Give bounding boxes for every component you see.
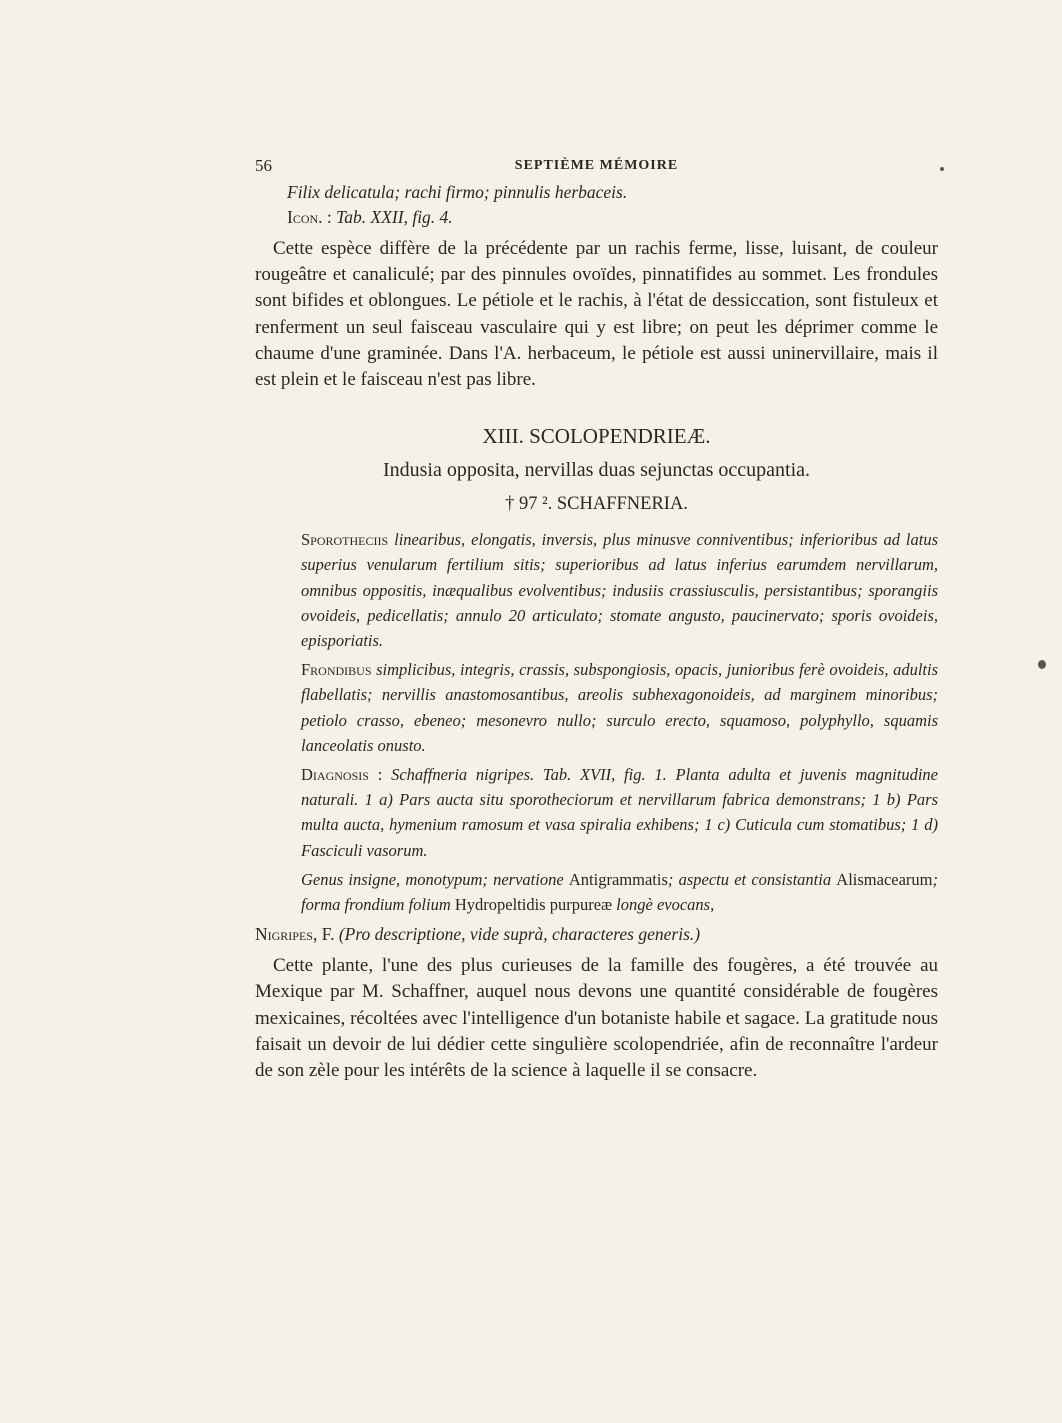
paragraph-plant-history: Cette plante, l'une des plus curieuses de la famille des fougères, a été trouvée au Mexique par M. Schaffner, auquel nous devons une quantité considérable de fougères mexicaines, récoltées avec l'intelligence d'un botaniste habile et sagace. La gratitude nous faisait un devoir de lui dédier cette singulière scolopendriée, afin de reconnaître l'ardeur de son zèle pour les intérêts de la science à laquelle il se consacre. [255, 955, 938, 1082]
diagnosis-label: Diagnosis [301, 765, 369, 785]
latin-intro-line: Filix delicatula; rachi firmo; pinnulis herbaceis. [287, 182, 628, 202]
icon-label: Icon. [287, 207, 323, 227]
running-title: SEPTIÈME MÉMOIRE [514, 158, 679, 173]
frondibus-label: Frondibus [301, 660, 372, 680]
sporothecia-text: linearibus, elongatis, inversis, plus minusve conniventibus; inferioribus ad latus superius venularum fertilium sitis; superioribus ad latus inferius earumdem nervillarum, omnibus oppositis, inæqualibus evolventibus; indusiis crassiusculis, persistantibus; sporangiis ovoideis, pedicellatis; annulo 20 articulato; stomate angusto, paucinervato; sporis ovoideis, episporiatis. [301, 530, 938, 651]
genus-note: Genus insigne, monotypum; nervatione Antigrammatis; aspectu et consistantia Alismacearum; forma frondium folium Hydropeltidis purpureæ longè evocans, [301, 869, 939, 915]
diagnosis-description: Diagnosis : Schaffneria nigripes. Tab. XVII, fig. 1. Planta adulta et juvenis magnitudine naturali. 1 a) Pars aucta situ sporotheciorum et nervillarum fabrica demonstrans; 1 b) Pars multa aucta, hymenium ramosum et vasa spiralia exhibens; 1 c) Cuticula cum stomatibus; 1 d) Fasciculi vasorum. [301, 765, 938, 860]
nigripes-entry: Nigripes, F. (Pro descriptione, vide suprà, characteres generis.) [255, 924, 701, 945]
page-blemish [1038, 660, 1046, 669]
nigripes-label: Nigripes [255, 924, 313, 945]
icon-ref: Tab. XXII, fig. 4. [336, 207, 453, 227]
page-blemish [940, 167, 944, 171]
sporothecia-description [255, 527, 938, 653]
running-header [255, 150, 938, 174]
section-title: XIII. SCOLOPENDRIEÆ. [482, 424, 711, 449]
section-subtitle: Indusia opposita, nervillas duas sejunctas occupantia. [382, 459, 811, 482]
frondibus-text: simplicibus, integris, crassis, subspongiosis, opacis, junioribus ferè ovoideis, adultis flabellatis; nervillis anastomosantibus, areolis subhexagonoideis, ad marginem minoribus; petiolo crasso, ebeneo; mesonevro nullo; surculo erecto, squamoso, polyphyllo, squamis lanceolatis onusto. [301, 660, 938, 755]
diagnosis-text: Schaffneria nigripes. Tab. XVII, fig. 1. Planta adulta et juvenis magnitudine naturali. 1 a) Pars aucta situ sporotheciorum et nervillarum fabrica demonstrans; 1 b) Pars multa aucta, hymenium ramosum et vasa spiralia exhibens; 1 c) Cuticula cum stomatibus; 1 d) Fasciculi vasorum. [301, 765, 938, 860]
genus-heading: † 97 ². SCHAFFNERIA. [505, 494, 688, 515]
frondibus-description [255, 657, 938, 758]
page-number: 56 [255, 156, 272, 175]
paragraph-species-description: Cette espèce diffère de la précédente par un rachis ferme, lisse, luisant, de couleur rougeâtre et canaliculé; par des pinnules ovoïdes, pinnatifides au sommet. Les frondules sont bifides et oblongues. Le pétiole et le rachis, à l'état de dessiccation, sont fistuleux et renferment un seul faisceau vasculaire qui y est libre; on peut les déprimer comme le chaume d'une graminée. Dans l'A. herbaceum, le pétiole est aussi uninervillaire, mais il est plein et le faisceau n'est pas libre. [255, 238, 938, 391]
page-body [255, 150, 938, 1084]
nigripes-text: (Pro descriptione, vide suprà, characteres generis.) [338, 924, 701, 945]
sporothecia-label: Sporotheciis [301, 530, 389, 550]
icon-reference: Icon. : Tab. XXII, fig. 4. [287, 207, 453, 227]
